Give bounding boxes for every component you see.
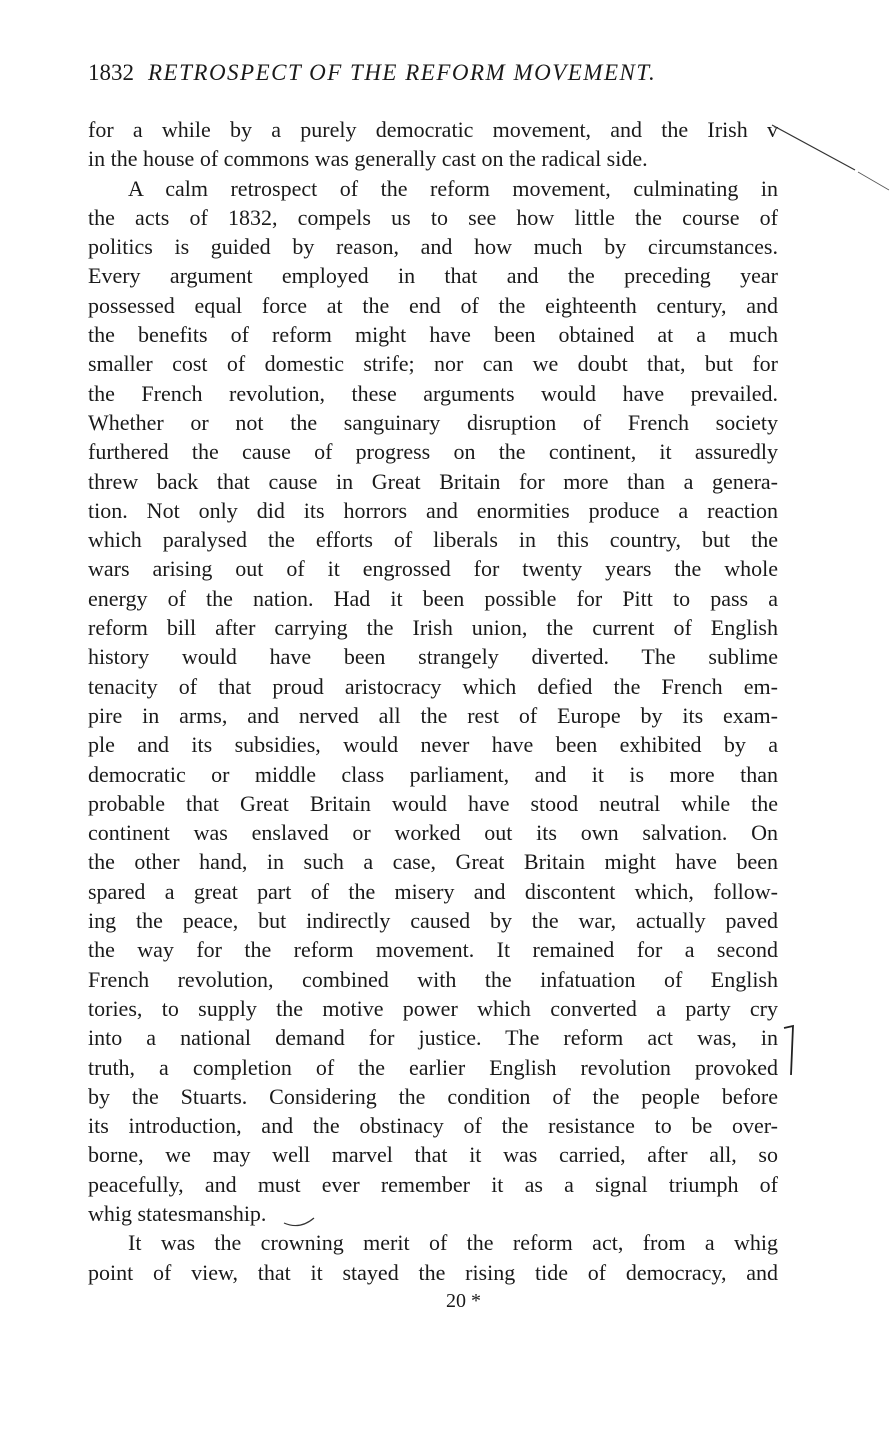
- text-line: borne, we may well marvel that it was carried, after all, so: [88, 1142, 778, 1168]
- text-line: continent was enslaved or worked out its own salvation. On: [88, 820, 778, 846]
- text-line: its introduction, and the obstinacy of the resistance to be over-: [88, 1113, 778, 1139]
- header-title: RETROSPECT OF THE REFORM MOVEMENT.: [148, 60, 657, 85]
- pencil-slash-mark: [772, 125, 855, 170]
- text-line: peacefully, and must ever remember it as a signal triumph of: [88, 1171, 778, 1197]
- text-line: furthered the cause of progress on the continent, it assuredly: [88, 439, 778, 465]
- running-header: [88, 60, 656, 86]
- signature-mark: 20 *: [446, 1290, 481, 1312]
- text-line: history would have been strangely diverted. The sublime: [88, 644, 778, 670]
- header-year: 1832: [88, 60, 134, 85]
- text-line: democratic or middle class parliament, and it is more than: [88, 761, 778, 787]
- text-line: tories, to supply the motive power which converted a party cry: [88, 995, 778, 1021]
- text-line: French revolution, combined with the infatuation of English: [88, 966, 778, 992]
- text-line: tenacity of that proud aristocracy which defied the French em-: [88, 673, 778, 699]
- text-line: the acts of 1832, compels us to see how little the course of: [88, 204, 778, 230]
- text-line: in the house of commons was generally cast on the radical side.: [88, 146, 648, 172]
- text-line: ple and its subsidies, would never have been exhibited by a: [88, 732, 778, 758]
- text-line: Every argument employed in that and the preceding year: [88, 263, 778, 289]
- text-line: for a while by a purely democratic movement, and the Irish v: [88, 117, 778, 142]
- text-line: into a national demand for justice. The reform act was, in: [88, 1025, 778, 1051]
- text-line: the French revolution, these arguments would have prevailed.: [88, 380, 778, 406]
- text-line: possessed equal force at the end of the eighteenth century, and: [88, 292, 778, 318]
- text-line: threw back that cause in Great Britain for more than a genera-: [88, 468, 778, 494]
- text-line: the benefits of reform might have been obtained at a much: [88, 322, 778, 348]
- text-line: ing the peace, but indirectly caused by the war, actually paved: [88, 908, 778, 934]
- text-line: probable that Great Britain would have stood neutral while the: [88, 790, 778, 816]
- text-line: the way for the reform movement. It remained for a second: [88, 937, 778, 963]
- text-line: smaller cost of domestic strife; nor can we doubt that, but for: [88, 351, 778, 377]
- text-line: It was the crowning merit of the reform act, from a whig: [128, 1230, 778, 1256]
- text-line: by the Stuarts. Considering the condition of the people before: [88, 1083, 778, 1109]
- text-line: pire in arms, and nerved all the rest of Europe by its exam-: [88, 702, 778, 728]
- body-text: [88, 115, 778, 1287]
- text-line: energy of the nation. Had it been possible for Pitt to pass a: [88, 585, 778, 611]
- text-line: A calm retrospect of the reform movement, culminating in: [128, 175, 778, 201]
- text-line: politics is guided by reason, and how much by circumstances.: [88, 234, 778, 260]
- text-line: tion. Not only did its horrors and enormities produce a reaction: [88, 497, 778, 523]
- pencil-slash-mark-tail: [858, 172, 889, 190]
- text-line: Whether or not the sanguinary disruption of French society: [88, 409, 778, 435]
- text-line: which paralysed the efforts of liberals in this country, but the: [88, 527, 778, 553]
- text-line: point of view, that it stayed the rising tide of democracy, and: [88, 1259, 778, 1285]
- pencil-bracket-mark: [784, 1026, 793, 1075]
- text-line: truth, a completion of the earlier English revolution provoked: [88, 1054, 778, 1080]
- text-line: wars arising out of it engrossed for twenty years the whole: [88, 556, 778, 582]
- text-line: the other hand, in such a case, Great Britain might have been: [88, 849, 778, 875]
- text-line: spared a great part of the misery and discontent which, follow-: [88, 878, 778, 904]
- text-line: reform bill after carrying the Irish union, the current of English: [88, 615, 778, 641]
- text-line: whig statesmanship.: [88, 1200, 267, 1226]
